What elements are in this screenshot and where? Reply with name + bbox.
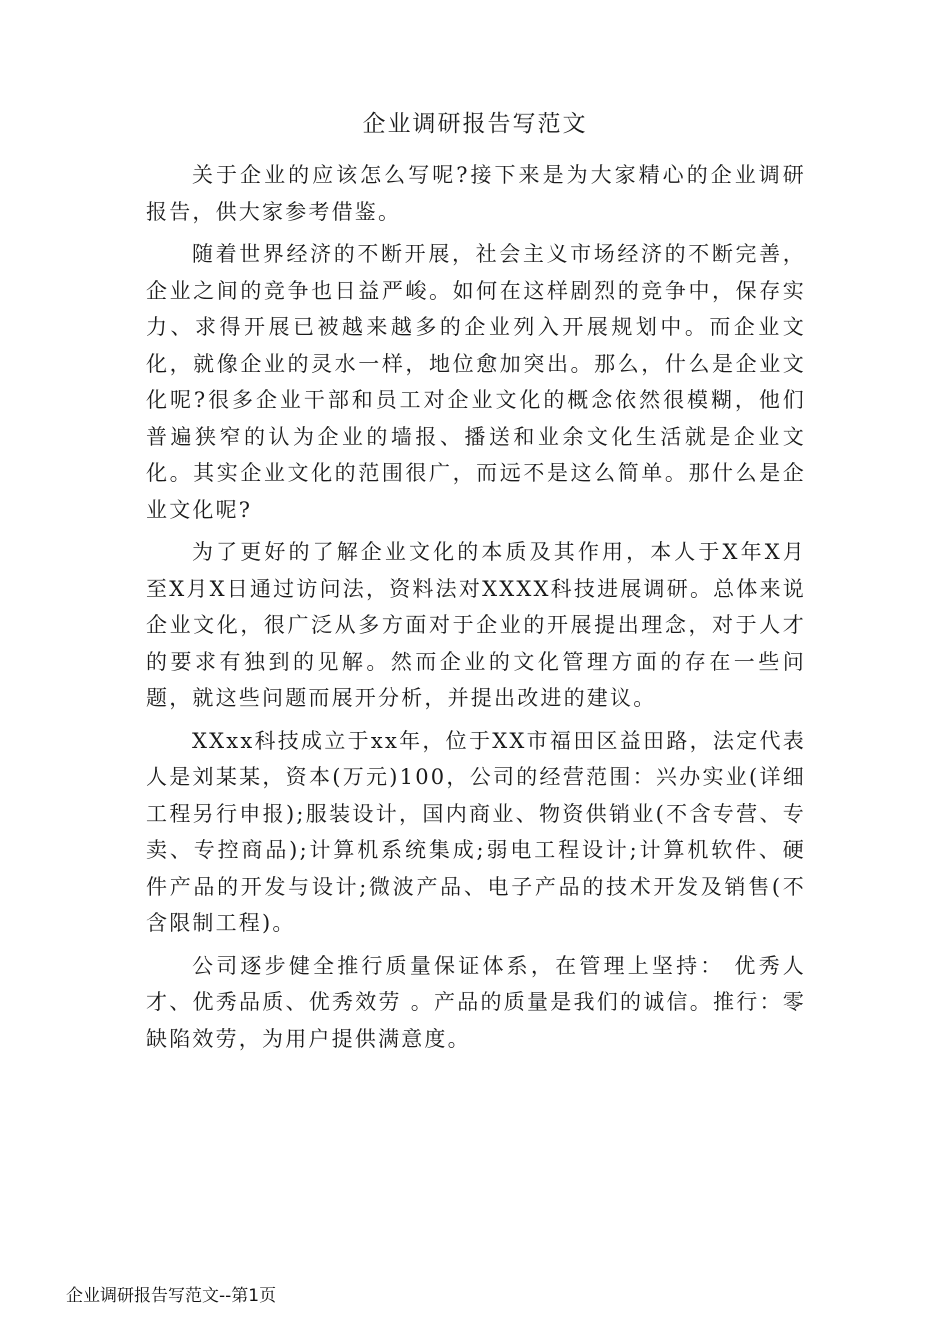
paragraph-intro: 关于企业的应该怎么写呢?接下来是为大家精心的企业调研报告，供大家参考借鉴。: [146, 163, 806, 224]
document-body: [146, 157, 806, 1063]
document-title: 企业调研报告写范文: [362, 111, 588, 137]
page-footer: 企业调研报告写范文--第1页: [66, 1286, 277, 1306]
paragraph-company-profile: XXxx科技成立于xx年，位于XX市福田区益田路，法定代表人是刘某某，资本(万元)100，公司的经营范围：兴办实业(详细工程另行申报);服装设计，国内商业、物资供销业(不含专营、专卖、专控商品);计算机系统集成;弱电工程设计;计算机软件、硬件产品的开发与设计;微波产品、电子产品的技术开发及销售(不含限制工程)。: [146, 728, 806, 935]
paragraph-background: 随着世界经济的不断开展，社会主义市场经济的不断完善，企业之间的竞争也日益严峻。如何在这样剧烈的竞争中，保存实力、求得开展已被越来越多的企业列入开展规划中。而企业文化，就像企业的灵水一样，地位愈加突出。那么，什么是企业文化呢?很多企业干部和员工对企业文化的概念依然很模糊，他们普遍狭窄的认为企业的墙报、播送和业余文化生活就是企业文化。其实企业文化的范围很广，而远不是这么简单。那什么是企业文化呢?: [146, 242, 806, 522]
paragraph-research-method: 为了更好的了解企业文化的本质及其作用，本人于X年X月至X月X日通过访问法，资料法对XXXX科技进展调研。总体来说企业文化，很广泛从多方面对于企业的开展提出理念，对于人才的要求有独到的见解。然而企业的文化管理方面的存在一些问题，就这些问题而展开分析，并提出改进的建议。: [146, 540, 806, 710]
paragraph-quality-policy: 公司逐步健全推行质量保证体系，在管理上坚持： 优秀人才、优秀品质、优秀效劳 。产品的质量是我们的诚信。推行：零缺陷效劳，为用户提供满意度。: [146, 953, 806, 1051]
